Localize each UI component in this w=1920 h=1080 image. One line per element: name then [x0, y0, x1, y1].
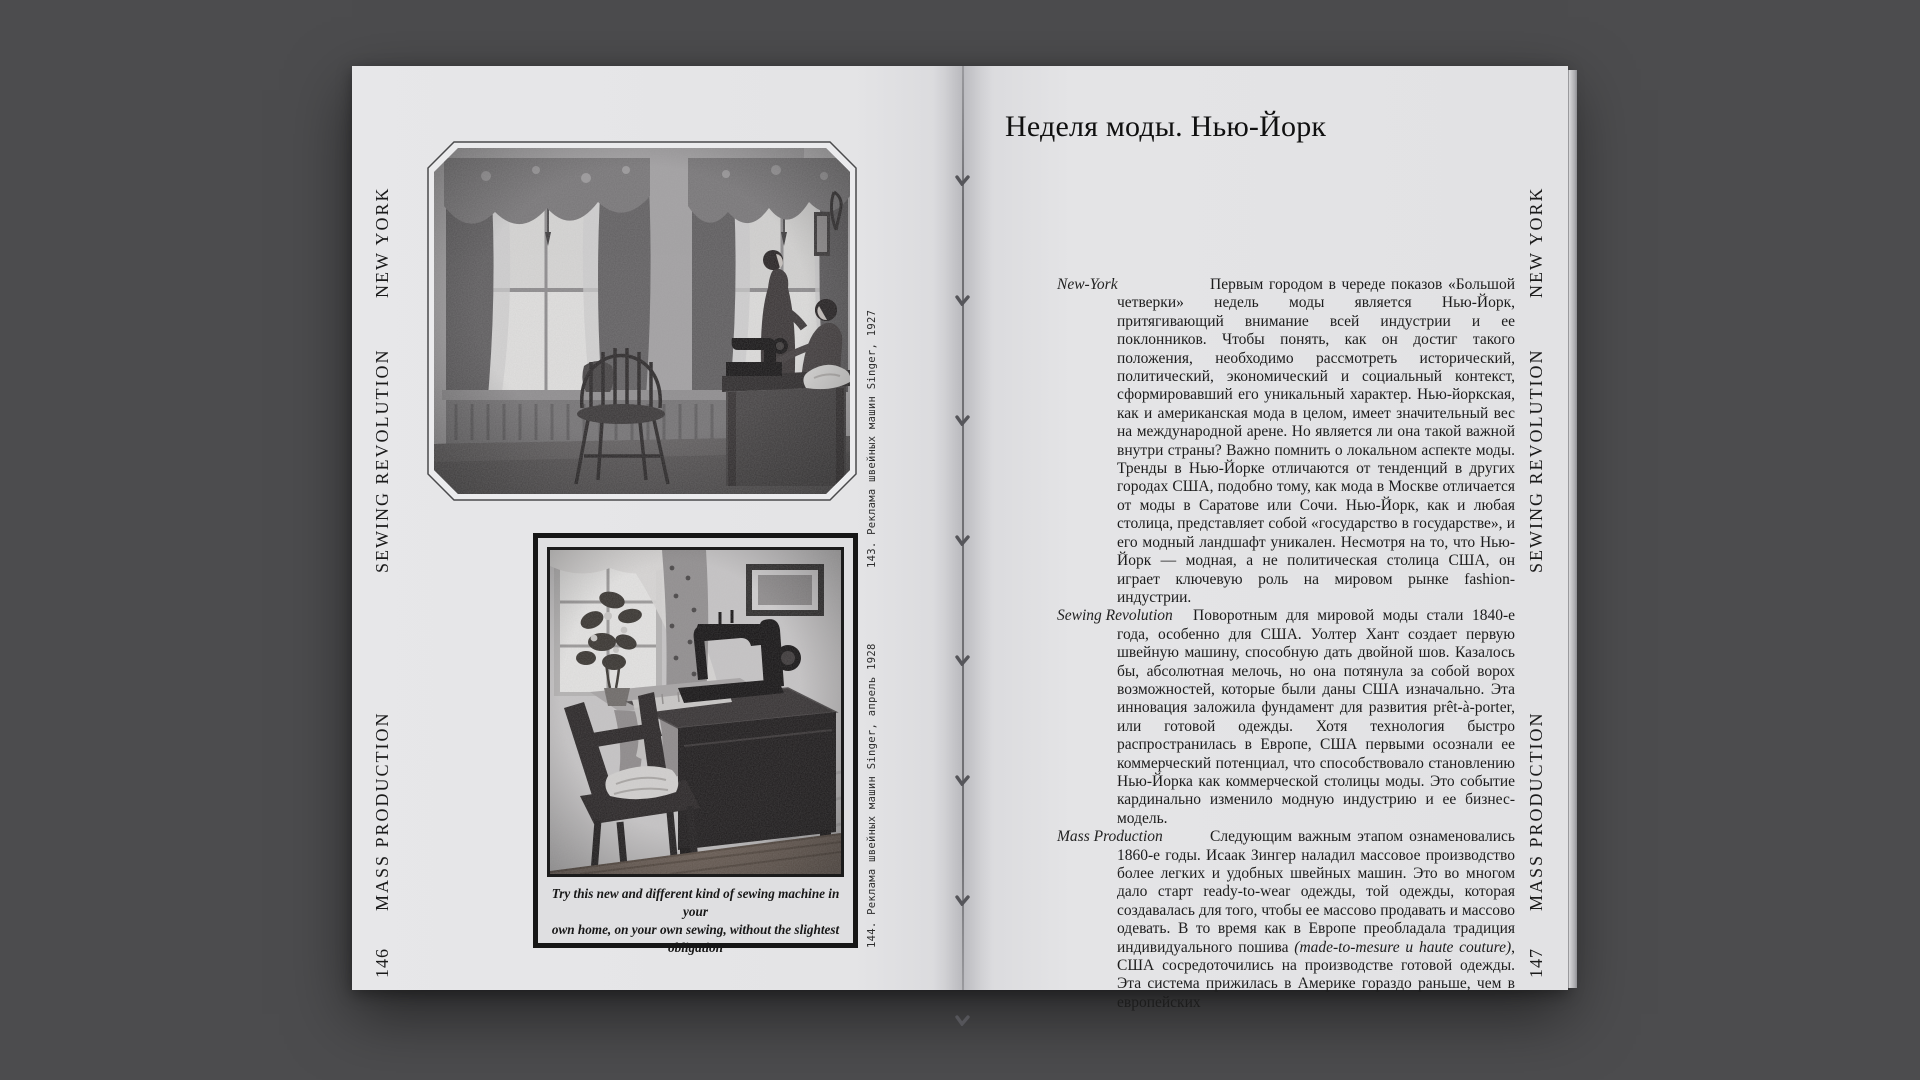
- ad-photo: [547, 547, 844, 877]
- right-margin-label-new-york: NEW YORK: [1526, 186, 1546, 298]
- book-spread: [352, 66, 1568, 1011]
- left-margin-label-mass-production: MASS PRODUCTION: [372, 711, 392, 911]
- body-text: [1057, 276, 1515, 1012]
- stitch-icon: [955, 1015, 970, 1026]
- paragraph-text: , США сосредоточились на производстве готовой одежды. Эта система прижилась в Америке гораздо раньше, чем в европейских: [1117, 938, 1515, 1011]
- photo-singer-ad-1928: [533, 533, 858, 955]
- left-page-number: 146: [372, 948, 392, 978]
- bottom-photo-illustration: [550, 550, 841, 874]
- paragraph-text: Первым городом в череде показов «Большой четверки» недель моды является Нью-Йорк, притягивающий внимание всей индустрии и ее поклонников. Чтобы понять, как он достиг такого положения, необходимо рассмотреть исторический, политический, экономический и социальный контекст, сформировавший его уникальный характер. Нью-йоркская, как и американская мода в целом, имеет значительный вес на международной арене. Но является ли она такой важной внутри страны? Важно помнить о локальном аспекте моды. Тренды в Нью-Йорке отличаются от тенденций в других городах США, подобно тому, как мода в Москве отличается от моды в Саратове или Сочи. Нью-Йорк, как и любая столица, представляет собой «государство в государстве», и его модный ландшафт уникален. Несмотря на то, что Нью-Йорк — модная, а не политическая столица США, он играет ключевую роль на мировом рынке fashion-индустрии.: [1117, 276, 1515, 606]
- right-margin-label-mass-production: MASS PRODUCTION: [1526, 711, 1546, 911]
- paragraph-sewing-revolution: [1057, 607, 1515, 828]
- stitch-icon: [955, 895, 970, 906]
- stitch-icon: [955, 295, 970, 306]
- stitch-icon: [955, 175, 970, 186]
- ad-caption-line1: Try this new and different kind of sewing machine in your: [551, 886, 840, 919]
- stitch-icon: [955, 535, 970, 546]
- photo-caption-143: 143. Реклама швейных машин Singer, 1927: [866, 309, 878, 568]
- stitch-icon: [955, 655, 970, 666]
- left-page: [352, 66, 963, 990]
- ad-frame: [533, 533, 858, 955]
- paragraph-label: Mass Production: [1057, 828, 1163, 846]
- page-title: Неделя моды. Нью-Йорк: [1005, 110, 1327, 143]
- spine-binding: [962, 66, 964, 990]
- photo-singer-ad-1927: [426, 140, 858, 502]
- left-margin-label-new-york: NEW YORK: [372, 186, 392, 298]
- paragraph-text: Следующим важным этапом ознаменовались 1860-е годы. Исаак Зингер наладил массовое производство более легких и удобных швейных машин. Это во многом дало старт ready-to-wear одежды, той одежды, которая создавалась для того, чтобы ее массово продавать и массово одевать. В то время как в Европе преобладала традиция индивидуального пошива: [1117, 828, 1515, 956]
- stitch-icon: [955, 415, 970, 426]
- top-photo-illustration: [426, 140, 858, 502]
- ad-caption-line2: own home, on your own sewing, without the slightest obligation: [551, 922, 840, 955]
- left-margin-label-sewing-revolution: SEWING REVOLUTION: [372, 348, 392, 573]
- paragraph-mass-production: [1057, 828, 1515, 1012]
- paragraph-new-york: [1057, 276, 1515, 607]
- ad-caption: [548, 885, 843, 957]
- paragraph-text-italic: (made-to-mesure и haute couture): [1294, 938, 1512, 956]
- photo-caption-144: 144. Реклама швейных машин Singer, апрель 1928: [866, 643, 878, 948]
- paragraph-label: Sewing Revolution: [1057, 607, 1173, 625]
- right-margin-label-sewing-revolution: SEWING REVOLUTION: [1526, 348, 1546, 573]
- paragraph-text: Поворотным для мировой моды стали 1840-е года, особенно для США. Уолтер Хант создает первую швейную машину, способную дать двойной шов. Казалось бы, абсолютная мелочь, но она потянула за собой ворох возможностей, которые были даны США изначально. Эта инновация заложила фундамент для развития prêt-à-porter, или готовой одежды. Хотя технология быстро распространилась в Европе, США первыми осознали ее коммерческий потенциал, что способствовало становлению Нью-Йорка как коммерческой столицы моды. Это событие кардинально изменило модную индустрию и ее бизнес-модель.: [1117, 607, 1515, 827]
- paragraph-label: New-York: [1057, 276, 1118, 293]
- page-stack-edge: [1568, 70, 1577, 988]
- stitch-icon: [955, 775, 970, 786]
- right-page-number: 147: [1526, 948, 1546, 978]
- right-page: [963, 66, 1568, 1011]
